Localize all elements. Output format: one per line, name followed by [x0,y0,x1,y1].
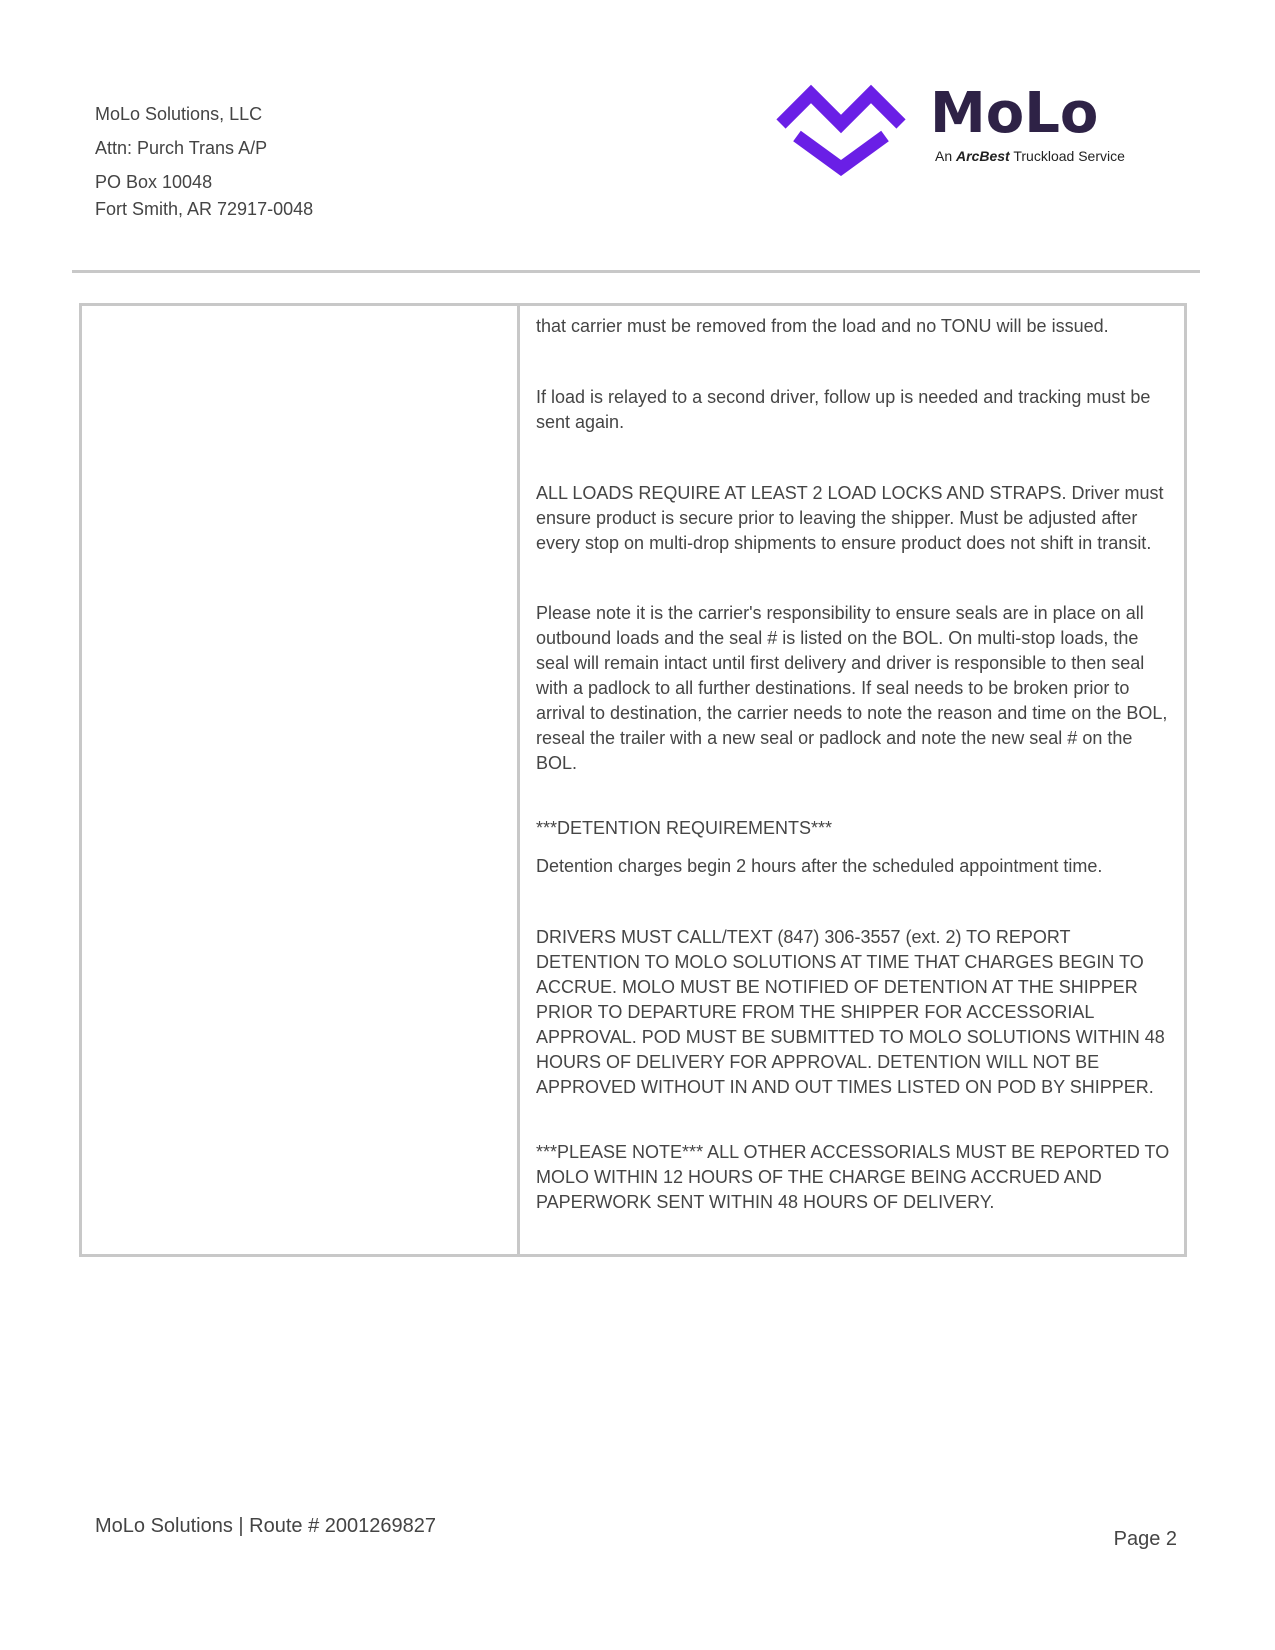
terms-paragraph: DRIVERS MUST CALL/TEXT (847) 306-3557 (ext. 2) TO REPORT DETENTION TO MOLO SOLUTIONS AT TIME THAT CHARGES BEGIN TO ACCRUE. MOLO MUST BE NOTIFIED OF DETENTION AT THE SHIPPER PRIOR TO DEPARTURE FROM THE SHIPPER FOR ACCESSORIAL APPROVAL. POD MUST BE SUBMITTED TO MOLO SOLUTIONS WITHIN 48 HOURS OF DELIVERY FOR APPROVAL. DETENTION WILL NOT BE APPROVED WITHOUT IN AND OUT TIMES LISTED ON POD BY SHIPPER. [536,927,1165,1097]
logo-tagline [935,148,1125,164]
terms-paragraph: ALL LOADS REQUIRE AT LEAST 2 LOAD LOCKS AND STRAPS. Driver must ensure product is secure prior to leaving the shipper. Must be adjusted after every stop on multi-drop shipments to ensure product does not shift in transit. [536,483,1164,553]
footer-page-number: Page 2 [1113,1528,1177,1550]
address-line-attn: Attn: Purch Trans A/P [95,138,268,158]
header-divider [72,270,1200,273]
terms-paragraph: ***PLEASE NOTE*** ALL OTHER ACCESSORIALS MUST BE REPORTED TO MOLO WITHIN 12 HOURS OF THE CHARGE BEING ACCRUED AND PAPERWORK SENT WITHIN 48 HOURS OF DELIVERY. [536,1142,1170,1212]
terms-paragraph: Please note it is the carrier's responsibility to ensure seals are in place on all outbound loads and the seal # is listed on the BOL. On multi-stop loads, the seal will remain intact until first delivery and driver is responsible to then seal with a padlock to all further destinations. If seal needs to be broken prior to arrival to destination, the carrier needs to note the reason and time on the BOL, reseal the trailer with a new seal or padlock and note the new seal # on the BOL. [536,603,1168,773]
address-line-pobox: PO Box 10048 [95,172,213,192]
terms-paragraph: Detention charges begin 2 hours after the scheduled appointment time. [536,856,1103,876]
terms-label-cell [82,306,520,1254]
terms-content-cell [520,306,1184,1254]
address-line-city: Fort Smith, AR 72917-0048 [95,199,314,219]
molo-logo [775,81,1155,176]
tagline-prefix: An [935,148,953,164]
tagline-brand: ArcBest [956,148,1010,164]
logo-wordmark: MoLo [930,81,1099,146]
terms-table [79,303,1187,1257]
footer-route: MoLo Solutions | Route # 2001269827 [95,1515,437,1537]
detention-heading: ***DETENTION REQUIREMENTS*** [536,818,833,838]
terms-paragraph: If load is relayed to a second driver, follow up is needed and tracking must be sent again. [536,387,1151,432]
tagline-suffix: Truckload Service [1013,148,1125,164]
terms-paragraph: that carrier must be removed from the load and no TONU will be issued. [536,316,1109,336]
molo-chevron-icon [775,84,915,176]
address-line-company: MoLo Solutions, LLC [95,104,263,124]
